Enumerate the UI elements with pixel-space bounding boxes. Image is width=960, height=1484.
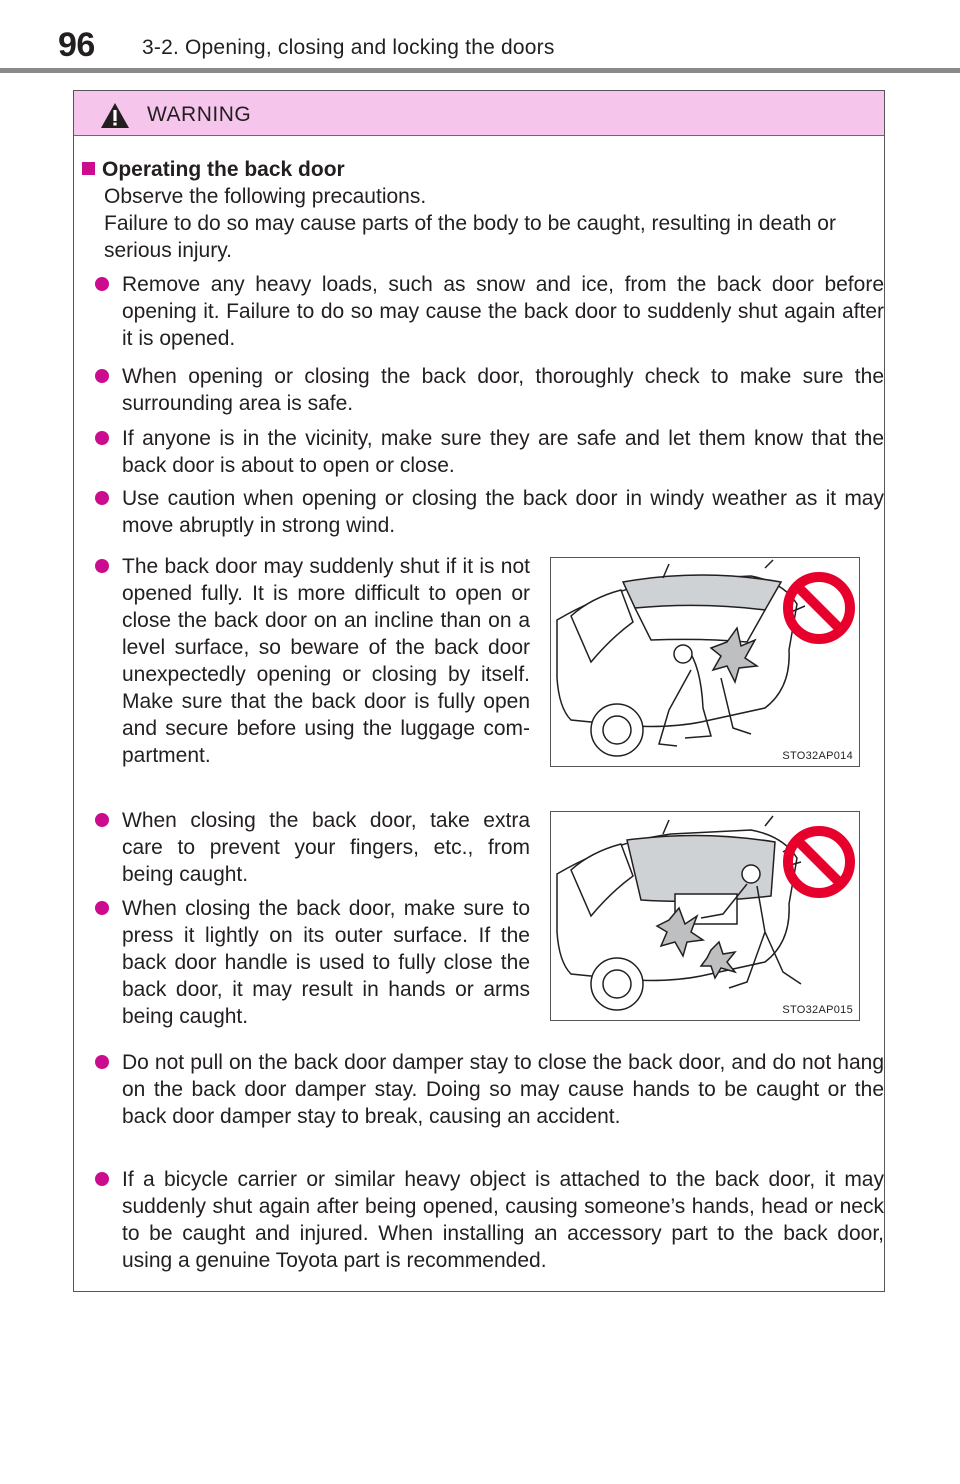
bullet-item [104, 1166, 884, 1274]
bullet-dot-icon [95, 901, 109, 915]
bullet-text: Do not pull on the back door damper stay to close the back door, and do not hang on the back door damper stay. Doing so may cause hands to be caught or the back door damper stay to break, causing an accident. [122, 1051, 884, 1128]
bullet-item [104, 425, 884, 479]
illustration-code: STO32AP015 [782, 1004, 853, 1016]
bullet-dot-icon [95, 559, 109, 573]
car-back-door-closing-illustration [551, 812, 861, 1022]
square-bullet-icon [82, 162, 95, 175]
header-rule [0, 68, 960, 73]
warning-title: WARNING [147, 103, 252, 126]
bullet-dot-icon [95, 431, 109, 445]
subhead-text: Operating the back door [102, 158, 345, 181]
bullet-dot-icon [95, 813, 109, 827]
bullet-text: When closing the back door, make sure to press it lightly on its outer surface. If the back door handle is used to fully close the back door, it may result in hands or arms being caught. [122, 897, 530, 1028]
intro [104, 183, 884, 264]
bullet-dot-icon [95, 369, 109, 383]
bullet-item [104, 807, 530, 888]
bullet-item [104, 363, 884, 417]
bullet-text: When opening or closing the back door, thoroughly check to make sure the surrounding area is safe. [122, 365, 884, 415]
bullet-item [104, 895, 530, 1030]
warning-triangle-icon [100, 102, 130, 129]
bullet-text: If anyone is in the vicinity, make sure they are safe and let them know that the back door is about to open or close. [122, 427, 884, 477]
warning-box [73, 90, 885, 1292]
bullet-text: If a bicycle carrier or similar heavy object is attached to the back door, it may suddenly shut again after being opened, causing someone’s hands, head or neck to be caught and injured. When installing an accessory part to the back door, using a genuine Toyota part is recommended. [122, 1168, 884, 1272]
bullet-dot-icon [95, 277, 109, 291]
bullet-item [104, 485, 884, 539]
warning-header [74, 91, 884, 136]
intro-line: Failure to do so may cause parts of the body to be caught, resulting in death or serious injury. [104, 212, 836, 262]
prohibited-icon [788, 577, 850, 639]
bullet-text: When closing the back door, take extra care to prevent your fingers, etc., from being caught. [122, 809, 530, 886]
bullet-dot-icon [95, 491, 109, 505]
prohibited-icon [788, 831, 850, 893]
page-header [0, 0, 960, 76]
bullet-dot-icon [95, 1172, 109, 1186]
bullet-dot-icon [95, 1055, 109, 1069]
car-back-door-open-illustration [551, 558, 861, 768]
page-number: 96 [58, 26, 95, 64]
bullet-text: Use caution when opening or closing the back door in windy weather as it may move abruptly in strong wind. [122, 487, 884, 537]
illustration-back-door-incline [550, 557, 860, 767]
illustration-code: STO32AP014 [782, 750, 853, 762]
bullet-text: Remove any heavy loads, such as snow and ice, from the back door before opening it. Failure to do so may cause the back door to suddenly shut again after it is opened. [122, 273, 884, 350]
bullet-item [104, 553, 530, 769]
bullet-item [104, 271, 884, 352]
section-title: 3-2. Opening, closing and locking the doors [142, 36, 555, 59]
illustration-back-door-closing [550, 811, 860, 1021]
intro-line: Observe the following precautions. [104, 185, 427, 208]
bullet-item [104, 1049, 884, 1130]
subhead [82, 156, 345, 183]
bullet-text: The back door may suddenly shut if it is not opened fully. It is more difficult to open or close the back door on an incline than on a level surface, so beware of the back door unexpectedly opening or closing by itself. Make sure that the back door is fully open and secure before using the luggage com-partment. [122, 555, 530, 767]
